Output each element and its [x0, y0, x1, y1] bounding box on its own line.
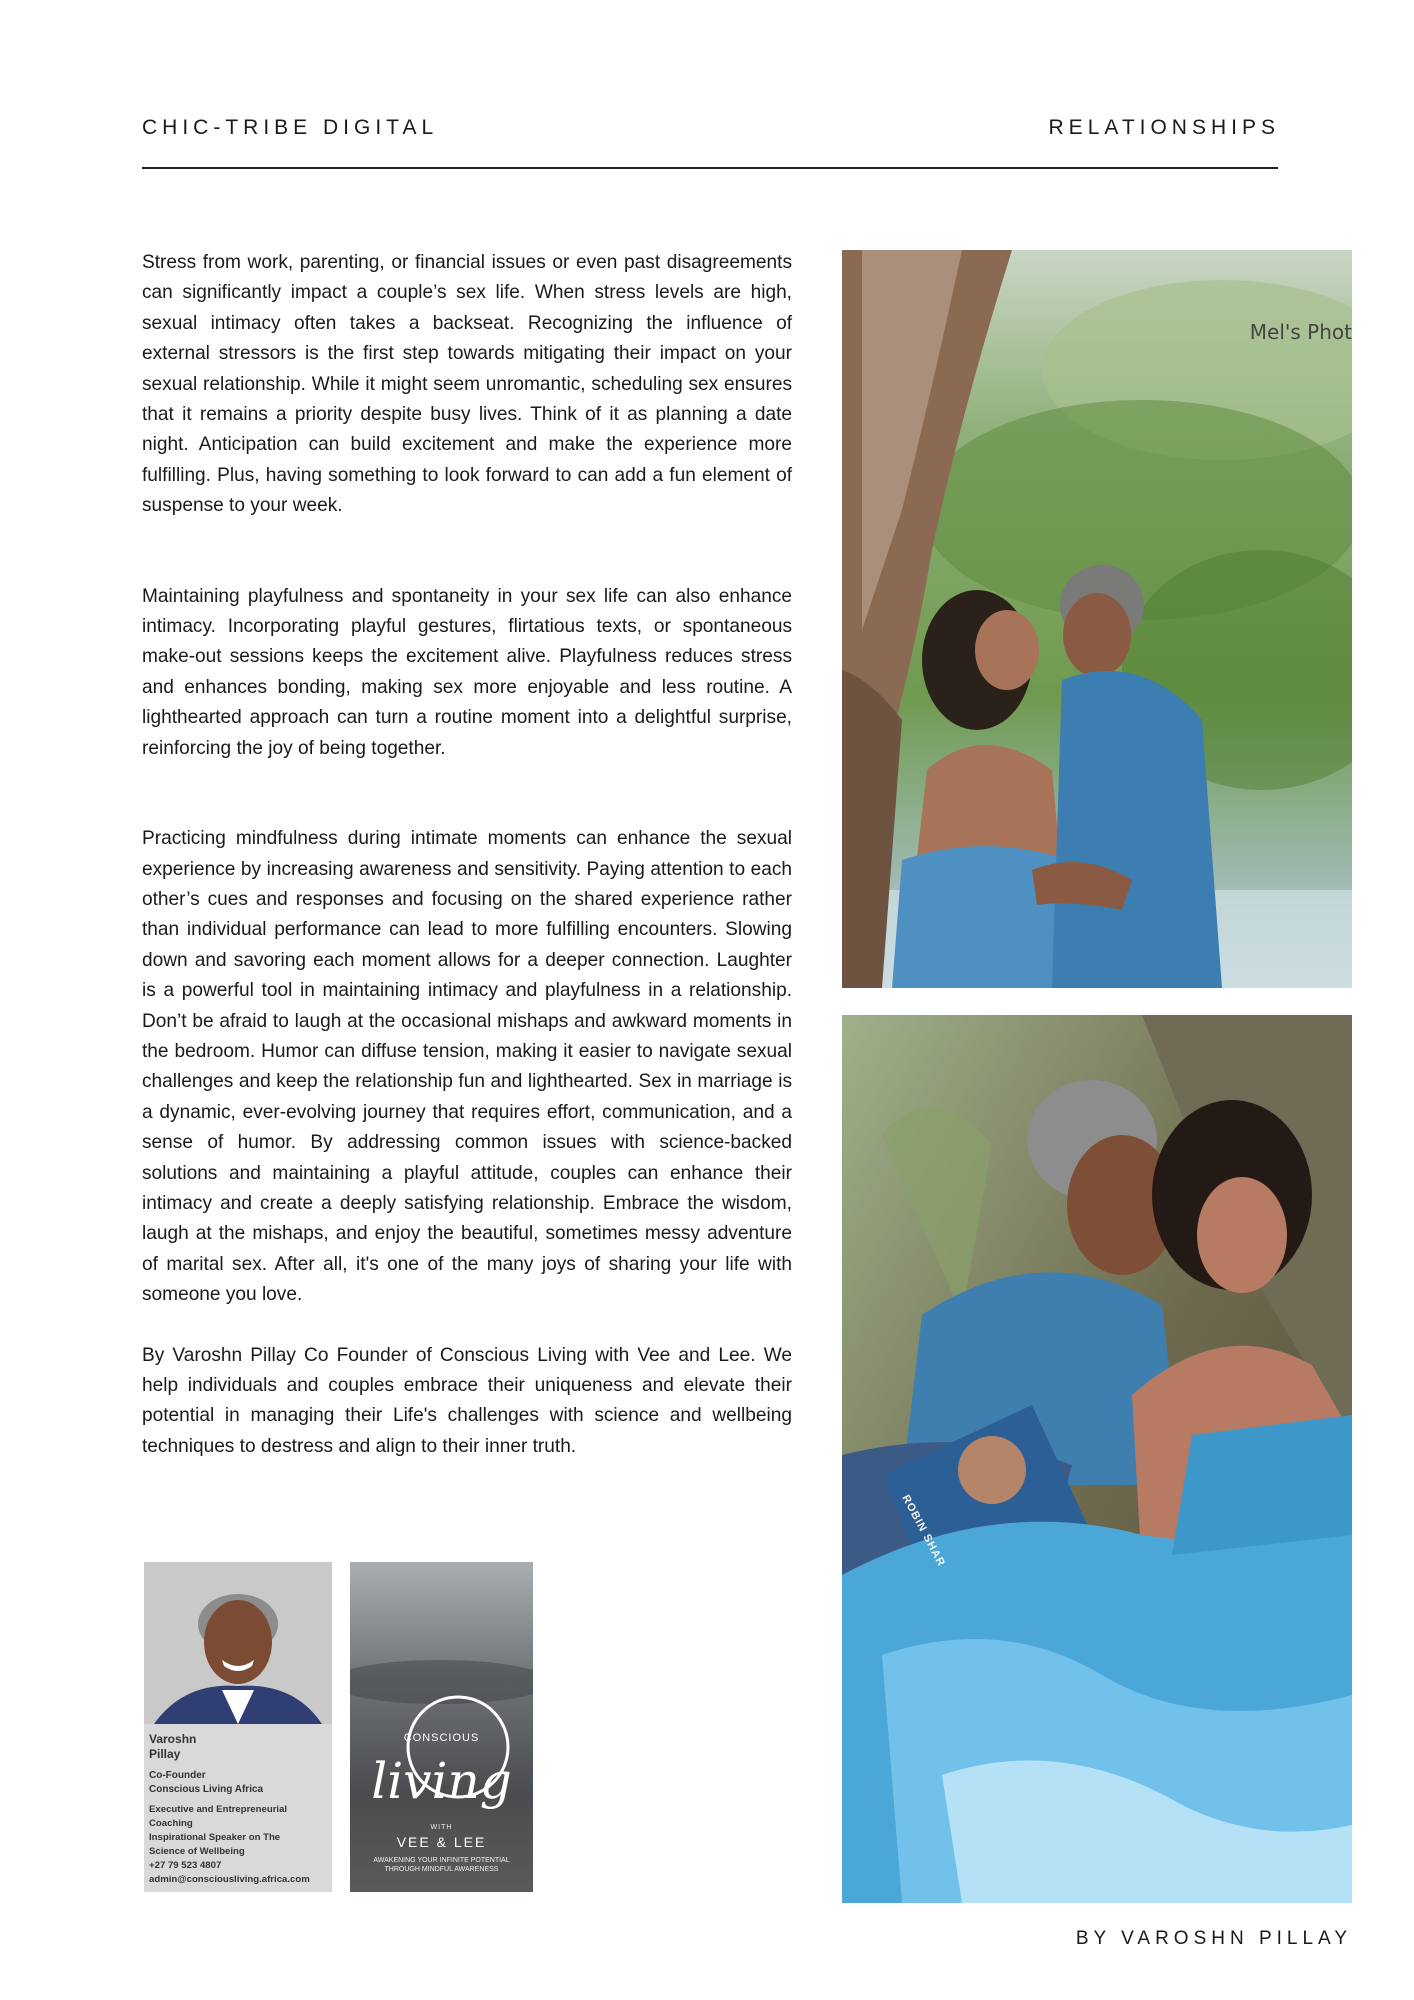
- conscious-living-brand-card: [350, 1562, 533, 1892]
- card-detail-line: Coaching: [149, 1818, 193, 1829]
- author-headshot: [144, 1562, 332, 1724]
- author-business-card: [144, 1562, 332, 1892]
- article-body: [142, 248, 792, 1462]
- card-email: admin@consciousliving.africa.com: [149, 1874, 310, 1885]
- brand-word-with: WITH: [430, 1824, 453, 1831]
- publication-name: CHIC-TRIBE DIGITAL: [142, 116, 439, 139]
- card-name-line: Pillay: [149, 1747, 181, 1761]
- card-detail-line: Inspirational Speaker on The: [149, 1832, 281, 1843]
- card-name-line: Varoshn: [149, 1732, 197, 1746]
- couple-photo-forehead-touch: [842, 250, 1352, 988]
- photo-watermark: Mel's Phot: [1249, 320, 1352, 344]
- brand-word-conscious: CONSCIOUS: [403, 1732, 480, 1744]
- couple-photo-reading: [842, 1015, 1352, 1903]
- page-byline: BY VAROSHN PILLAY: [1075, 1928, 1352, 1949]
- brand-tagline-line: THROUGH MINDFUL AWARENESS: [384, 1866, 499, 1873]
- card-detail-line: Executive and Entrepreneurial: [149, 1804, 288, 1815]
- author-bio-paragraph: By Varoshn Pillay Co Founder of Conscious Living with Vee and Lee. We help individuals and couples embrace their uniqueness and elevate their potential in managing their Life's challenges with science and wellbeing techniques to destress and align to their inner truth.: [142, 1344, 792, 1457]
- card-company-line: Conscious Living Africa: [149, 1784, 264, 1795]
- article-paragraph: Stress from work, parenting, or financial issues or even past disagreements can significantly impact a couple’s sex life. When stress levels are high, sexual intimacy often takes a backseat. Recognizing the influence of external stressors is the first step towards mitigating their impact on your sexual relationship. While it might seem unromantic, scheduling sex ensures that it remains a priority despite busy lives. Think of it as planning a date night. Anticipation can build excitement and make the experience more fulfilling. Plus, having something to look forward to can add a fun element of suspense to your week.: [142, 252, 792, 517]
- brand-tagline: [356, 1856, 527, 1874]
- article-paragraph: Practicing mindfulness during intimate moments can enhance the sexual experience by increasing awareness and sensitivity. Paying attention to each other’s cues and responses and focusing on the shared experience rather than individual performance can lead to more fulfilling encounters. Slowing down and savoring each moment allows for a deeper connection. Laughter is a powerful tool in maintaining intimacy and playfulness in a relationship. Don’t be afraid to laugh at the occasional mishaps and awkward moments in the bedroom. Humor can diffuse tension, making it easier to navigate sexual challenges and keep the relationship fun and lighthearted. Sex in marriage is a dynamic, ever-evolving journey that requires effort, communication, and a sense of humor. By addressing common issues with science-backed solutions and maintaining a playful attitude, couples can enhance their intimacy and create a deeply satisfying relationship. Embrace the wisdom, laugh at the mishaps, and enjoy the beautiful, sometimes messy adventure of marital sex. After all, it's one of the many joys of sharing your life with someone you love.: [142, 828, 792, 1306]
- section-name: RELATIONSHIPS: [1048, 116, 1280, 139]
- brand-logo-living: living: [371, 1752, 512, 1810]
- card-detail-line: Science of Wellbeing: [149, 1846, 245, 1857]
- book-title: ROBIN SHAR: [899, 1493, 948, 1569]
- brand-vee-lee: VEE & LEE: [396, 1834, 487, 1850]
- brand-tagline-line: AWAKENING YOUR INFINITE POTENTIAL: [373, 1857, 510, 1864]
- card-phone: +27 79 523 4807: [149, 1860, 222, 1871]
- header-divider: [142, 167, 1278, 169]
- article-paragraph: Maintaining playfulness and spontaneity in your sex life can also enhance intimacy. Incorporating playful gestures, flirtatious texts, or spontaneous make-out sessions keeps the excitement alive. Playfulness reduces stress and enhances bonding, making sex more enjoyable and less routine. A lighthearted approach can turn a routine moment into a delightful surprise, reinforcing the joy of being together.: [142, 585, 792, 759]
- card-role-line: Co-Founder: [149, 1770, 206, 1781]
